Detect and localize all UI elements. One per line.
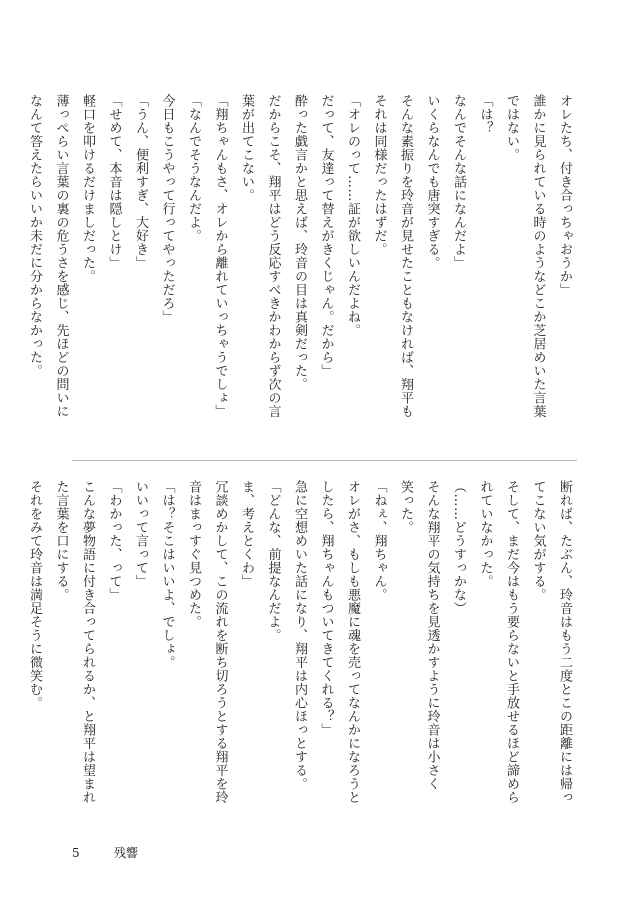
text-line: 「なんでそうなんだよ。 [186,94,201,243]
text-line: ま、考えとくわ」 [239,480,254,588]
text-line: いいって言って」 [133,480,148,588]
text-line: オレがさ、もしも悪魔に魂を売ってなんかになろうと [345,480,360,804]
text-line: 酔った戯言かと思えば、玲音の目は真剣だった。 [292,94,307,391]
text-line: 「どんな、前提なんだよ。 [265,480,281,642]
text-line: 音はまっすぐ見つめた。 [186,480,201,629]
text-line: 軽口を叩けるだけましだった。 [80,94,95,283]
text-line: 「うん、便利すぎ、大好き」 [133,94,148,270]
text-line: だからこそ、翔平はどう反応すべきかわからず次の言 [265,94,281,418]
text-line: 「は？ [477,94,493,135]
text-line: れていなかった。 [477,480,493,588]
lower-text-block [21,480,578,825]
text-line: ではない。 [504,94,519,162]
text-line: いくらなんでも唐突すぎる。 [424,94,440,270]
text-line: た言葉を口にする。 [53,480,69,602]
text-line: こんな夢物語に付き合ってられるか、と翔平は望まれ [80,480,95,804]
text-line: てこない気がする。 [530,480,546,602]
upper-text-block [21,94,578,444]
page-number: 5 [72,846,80,860]
text-line: 断れば、たぶん、玲音はもう二度とこの距離には帰っ [557,480,572,804]
text-line: オレたち、付き合っちゃおうか」 [557,94,572,297]
text-line: 誰かに見られている時のようなどこか芝居めいた言葉 [530,94,546,418]
text-line: 「ねぇ、翔ちゃん。 [371,480,387,602]
text-line: 「は？そこはいいよ、でしょ。 [159,480,175,669]
text-line: 「翔ちゃんもさ、オレから離れていっちゃうでしょ」 [212,94,228,418]
text-line: 「わかった、って」 [106,480,122,602]
text-line: 冗談めかして、この流れを断ち切ろうとする翔平を玲 [212,480,228,804]
text-line: 「オレのって……証が欲しいんだよね。 [345,94,360,337]
book-title: 残響 [114,846,139,860]
text-line: 薄っぺらい言葉の裏の危うさを感じ、先ほどの問いに [53,94,69,418]
text-line: 葉が出てこない。 [239,94,254,202]
text-line: したら、翔ちゃんもついてきてくれる？」 [318,480,334,737]
text-line: そんな素振りを玲音が見せたこともなければ、翔平も [398,94,413,418]
text-line: なんて答えたらいいか未だに分からなかった。 [27,94,42,378]
text-line: 笑った。 [398,480,413,534]
text-line: 今日もこうやって行ってやっただろ」 [159,94,175,324]
text-line: それは同様だったはずだ。 [371,94,387,256]
page-footer [72,844,138,861]
text-line: そんな翔平の気持ちを見透かすように玲音は小さく [424,480,440,791]
text-line: 急に空想めいた話になり、翔平は内心ほっとする。 [292,480,307,791]
text-line: そして、まだ今はもう要らないと手放せるほど諦めら [504,480,519,804]
section-divider [72,460,577,461]
text-line: それをみて玲音は満足そうに微笑む。 [27,480,42,710]
text-line: だって、友達って替えがきくじゃん。だから」 [318,94,334,378]
text-line: 「せめて、本音は隠しとけ」 [106,94,122,270]
text-line: なんでそんな話になんだよ」 [451,94,466,270]
text-line: （……どうすっかな） [451,480,466,615]
